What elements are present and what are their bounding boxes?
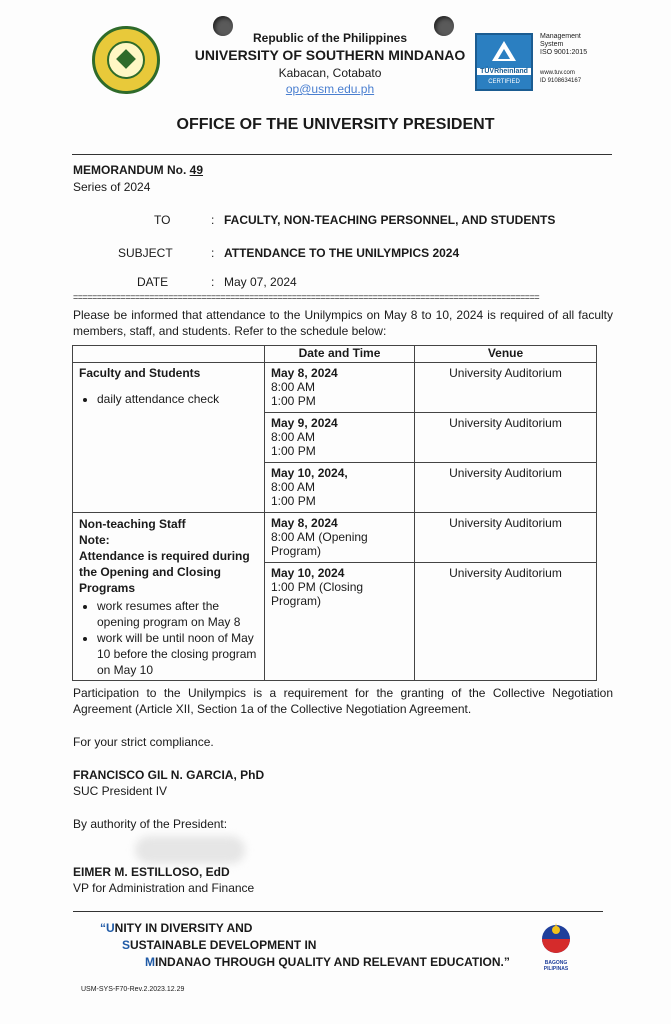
table-header-row — [73, 346, 597, 363]
participation-paragraph: Participation to the Unilympics is a requirement for the granting of the Collective Negotiation Agreement (Article XII, Section 1a of the Collective Negotiation Agreement. — [73, 686, 613, 716]
date-cell: May 10, 2024, — [271, 466, 348, 480]
to-colon: : — [211, 213, 215, 227]
vp-title: VP for Administration and Finance — [73, 881, 255, 895]
bagong-pilipinas-logo: BAGONG PILIPINAS — [533, 921, 579, 961]
date-colon: : — [211, 275, 215, 289]
certification-text: Management System ISO 9001:2015 www.tuv.com ID 9108634167 — [540, 33, 588, 84]
subject-label: SUBJECT — [118, 246, 173, 260]
memo-number: MEMORANDUM No. 49 — [73, 163, 204, 177]
university-seal-logo — [92, 26, 160, 94]
footer-divider — [73, 911, 603, 912]
table-row: May 9, 2024 8:00 AM 1:00 PM University Auditorium — [73, 413, 597, 463]
vp-name: EIMER M. ESTILLOSO, EdD — [73, 865, 230, 879]
schedule-table — [72, 345, 597, 681]
group-bullet: • daily attendance check — [97, 392, 258, 406]
table-row: May 10, 2024, 8:00 AM 1:00 PM University Auditorium — [73, 463, 597, 513]
header-cell: Date and Time — [265, 346, 415, 363]
venue-cell: University Auditorium — [415, 413, 597, 463]
date-cell: May 8, 2024 — [271, 366, 338, 380]
group-note-label: Note: — [79, 533, 110, 547]
table-row: May 10, 2024 1:00 PM (Closing Program) University Auditorium — [73, 563, 597, 681]
group-bullet: • work will be until noon of May 10 before the closing program on May 10 — [97, 630, 258, 678]
header-divider — [72, 154, 612, 155]
venue-cell: University Auditorium — [415, 363, 597, 413]
venue-cell: University Auditorium — [415, 563, 597, 681]
group-note-text: Attendance is required during the Opening and Closing Programs — [79, 549, 250, 595]
table-row: Non-teaching Staff Note: Attendance is required during the Opening and Closing Programs • work resumes after the opening program on May 8 • work will be until noon of May 10 before the closing program on May 10 May 8, 2024 8:00 AM (Opening Program) University Auditorium — [73, 513, 597, 563]
header-cell — [73, 346, 265, 363]
header-cell: Venue — [415, 346, 597, 363]
subject-colon: : — [211, 246, 215, 260]
separator-line: ================================================================================================== — [73, 292, 540, 302]
signature-blur — [135, 836, 245, 864]
date-label: DATE — [137, 275, 169, 289]
email-link[interactable]: op@usm.edu.ph — [285, 82, 375, 96]
authority-line: By authority of the President: — [73, 817, 228, 831]
group-title: Faculty and Students — [79, 366, 201, 380]
president-title: SUC President IV — [73, 784, 168, 798]
date-cell: May 10, 2024 — [271, 566, 345, 580]
university-name: UNIVERSITY OF SOUTHERN MINDANAO — [194, 47, 466, 63]
to-label: TO — [154, 213, 171, 227]
subject-value: ATTENDANCE TO THE UNILYMPICS 2024 — [224, 246, 460, 260]
venue-cell: University Auditorium — [415, 463, 597, 513]
republic-line: Republic of the Philippines — [252, 31, 407, 45]
tuv-certification-badge: TÜVRheinland CERTIFIED — [475, 33, 533, 91]
group-title: Non-teaching Staff — [79, 517, 186, 531]
intro-paragraph: Please be informed that attendance to the Unilympics on May 8 to 10, 2024 is required of all faculty members, staff, and students. Refer to the schedule below: — [73, 308, 613, 338]
university-location: Kabacan, Cotabato — [278, 66, 382, 80]
date-value: May 07, 2024 — [224, 275, 297, 289]
president-name: FRANCISCO GIL N. GARCIA, PhD — [73, 768, 265, 782]
date-cell: May 9, 2024 — [271, 416, 338, 430]
office-title: OFFICE OF THE UNIVERSITY PRESIDENT — [176, 116, 495, 133]
compliance-line: For your strict compliance. — [73, 735, 214, 749]
to-value: FACULTY, NON-TEACHING PERSONNEL, AND STUDENTS — [224, 213, 556, 227]
university-motto: “UNITY IN DIVERSITY AND SUSTAINABLE DEVELOPMENT IN MINDANAO THROUGH QUALITY AND RELEVANT EDUCATION.” — [100, 921, 510, 969]
memo-series: Series of 2024 — [73, 180, 151, 194]
group-bullet: • work resumes after the opening program on May 8 — [97, 598, 258, 630]
venue-cell: University Auditorium — [415, 513, 597, 563]
form-code: USM-SYS-F70-Rev.2.2023.12.29 — [81, 986, 185, 993]
date-cell: May 8, 2024 — [271, 516, 338, 530]
table-row: Faculty and Students • daily attendance check May 8, 2024 8:00 AM 1:00 PM University Auditorium — [73, 363, 597, 413]
